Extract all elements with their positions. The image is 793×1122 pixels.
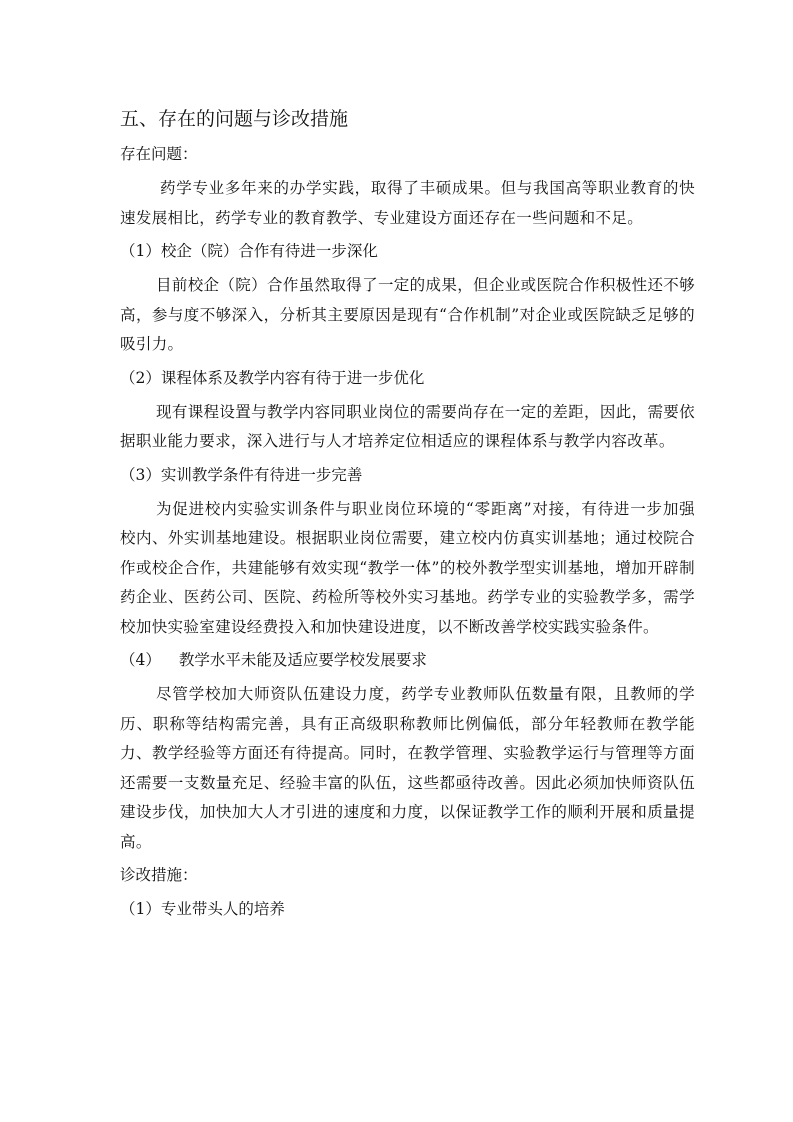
problem-number-4: （4）	[120, 651, 161, 669]
problem-number-1: （1）	[120, 242, 161, 260]
problem-heading-4	[120, 646, 695, 680]
problems-intro: 药学专业多年来的办学实践，取得了丰硕成果。但与我国高等职业教育的快速发展相比，药学专业的教育教学、专业建设方面还存在一些问题和不足。	[120, 179, 695, 227]
problem-heading-text-3: 实训教学条件有待进一步完善	[160, 465, 363, 484]
problems-label: 存在问题：	[120, 145, 198, 163]
problem-heading-text-2: 课程体系及教学内容有待于进一步优化	[160, 368, 425, 387]
measures-label: 诊改措施：	[120, 866, 198, 884]
problem-paragraph-2: 现有课程设置与教学内容同职业岗位的需要尚存在一定的差距，因此，需要依据职业能力要求，深入进行与人才培养定位相适应的课程体系与教学内容改革。	[120, 402, 695, 450]
problem-heading-3	[120, 461, 695, 495]
problem-heading-1	[120, 237, 695, 271]
measure-heading-text-1: 专业带头人的培养	[160, 900, 285, 918]
problem-paragraph-4: 尽管学校加大师资队伍建设力度，药学专业教师队伍数量有限，且教师的学历、职称等结构需完善，具有正高级职称教师比例偏低，部分年轻教师在教学能力、教学经验等方面还有待提高。同时，在教学管理、实验教学运行与管理等方面还需要一支数量充足、经验丰富的队伍，这些都亟待改善。因此必须加快师资队伍建设步伐，加快加大人才引进的速度和力度，以保证教学工作的顺利开展和质量提高。	[120, 685, 695, 851]
problem-number-2: （2）	[120, 368, 161, 387]
measure-number-1: （1）	[120, 900, 161, 918]
problem-heading-2	[120, 364, 695, 398]
problem-number-3: （3）	[120, 465, 161, 484]
problem-paragraph-3: 为促进校内实验实训条件与职业岗位环境的“零距离”对接，有待进一步加强校内、外实训基地建设。根据职业岗位需要，建立校内仿真实训基地；通过校院合作或校企合作，共建能够有效实现“教学一体”的校外教学型实训基地，增加开辟制药企业、医药公司、医院、药检所等校外实习基地。药学专业的实验教学多，需学校加快实验室建设经费投入和加快建设进度，以不断改善学校实践实验条件。	[120, 499, 695, 636]
document-body	[120, 140, 695, 929]
problem-heading-text-4: 教学水平未能及适应要学校发展要求	[178, 651, 427, 669]
problem-heading-text-1: 校企（院）合作有待进一步深化	[160, 242, 378, 260]
problem-paragraph-1: 目前校企（院）合作虽然取得了一定的成果，但企业或医院合作积极性还不够高，参与度不够深入，分析其主要原因是现有“合作机制”对企业或医院缺乏足够的吸引力。	[120, 276, 695, 353]
section-title: 五、存在的问题与诊改措施	[120, 108, 349, 130]
measure-heading-1	[120, 895, 695, 929]
